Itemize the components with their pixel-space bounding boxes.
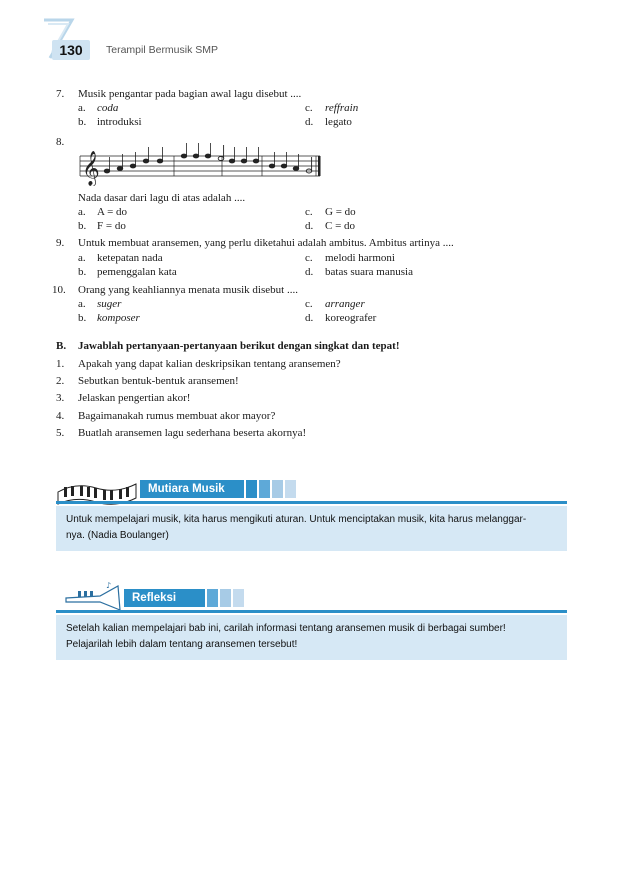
refleksi-text-line2: Pelajarilah lebih dalam tentang aransemen tersebut! [66,639,298,650]
essay-question: Jelaskan pengertian akor! [78,392,191,404]
option-key: a. [78,206,86,218]
option-text: introduksi [97,116,142,128]
option-text: batas suara manusia [325,266,413,278]
option-text: G = do [325,206,356,218]
svg-text:𝄞: 𝄞 [82,151,100,186]
option-key: d. [305,220,314,232]
question-number: 10. [52,284,66,296]
option-text: legato [325,116,352,128]
question-text: Nada dasar dari lagu di atas adalah .... [78,192,246,204]
option-key: d. [305,312,314,324]
essay-number: 5. [56,427,65,439]
option-key: b. [78,116,87,128]
option-text: coda [97,102,119,114]
option-text: suger [97,298,122,310]
label-square [233,589,244,607]
option-text: koreografer [325,312,377,324]
essay-number: 2. [56,375,65,387]
svg-text:♪: ♪ [106,582,112,590]
essay-number: 1. [56,358,65,370]
mutiara-panel [56,506,567,551]
music-staff-image [74,140,324,186]
question-number: 7. [56,88,65,100]
option-key: a. [78,298,86,310]
option-text: reffrain [325,102,359,114]
question-text: Musik pengantar pada bagian awal lagu disebut .... [78,88,302,100]
question-number: 8. [56,136,65,148]
essay-number: 4. [56,410,65,422]
option-text: ketepatan nada [97,252,163,264]
essay-number: 3. [56,392,65,404]
option-key: c. [305,102,313,114]
question-text: Orang yang keahliannya menata musik disebut .... [78,284,298,296]
option-key: a. [78,102,86,114]
option-key: d. [305,116,314,128]
option-key: b. [78,312,87,324]
section-heading: Jawablah pertanyaan-pertanyaan berikut dengan singkat dan tepat! [78,340,400,352]
section-letter: B. [56,340,67,352]
refleksi-text-line1: Setelah kalian mempelajari bab ini, carilah informasi tentang aransemen musik di berbagai sumber! [66,623,506,634]
option-key: b. [78,220,87,232]
page-number: 130 [52,40,90,60]
option-text: F = do [97,220,126,232]
option-text: komposer [97,312,140,324]
label-square [207,589,218,607]
essay-question: Sebutkan bentuk-bentuk aransemen! [78,375,239,387]
refleksi-panel [56,615,567,660]
label-square [272,480,283,498]
mutiara-quote-line1: Untuk mempelajari musik, kita harus mengikuti aturan. Untuk menciptakan musik, kita harus melanggar- [66,514,527,525]
label-square [285,480,296,498]
mutiara-quote-line2: nya. (Nadia Boulanger) [66,530,169,541]
option-text: A = do [97,206,128,218]
essay-question: Apakah yang dapat kalian deskripsikan tentang aransemen? [78,358,341,370]
essay-question: Bagaimanakah rumus membuat akor mayor? [78,410,276,422]
option-text: C = do [325,220,356,232]
mutiara-label: Mutiara Musik [140,480,244,498]
option-key: b. [78,266,87,278]
essay-question: Buatlah aransemen lagu sederhana beserta akornya! [78,427,307,439]
running-title: Terampil Bermusik SMP [106,44,219,56]
option-key: c. [305,206,313,218]
question-number: 9. [56,237,65,249]
option-text: pemenggalan kata [97,266,177,278]
option-text: melodi harmoni [325,252,395,264]
trumpet-icon [62,582,126,612]
option-key: d. [305,266,314,278]
option-key: c. [305,252,313,264]
option-key: c. [305,298,313,310]
label-square [194,589,205,607]
refleksi-label: Refleksi [124,589,204,607]
mutiara-rule [56,501,567,504]
label-square [220,589,231,607]
question-text: Untuk membuat aransemen, yang perlu diketahui adalah ambitus. Ambitus artinya .... [78,237,454,249]
refleksi-rule [56,610,567,613]
option-key: a. [78,252,86,264]
label-square [246,480,257,498]
label-square [259,480,270,498]
option-text: arranger [325,298,365,310]
